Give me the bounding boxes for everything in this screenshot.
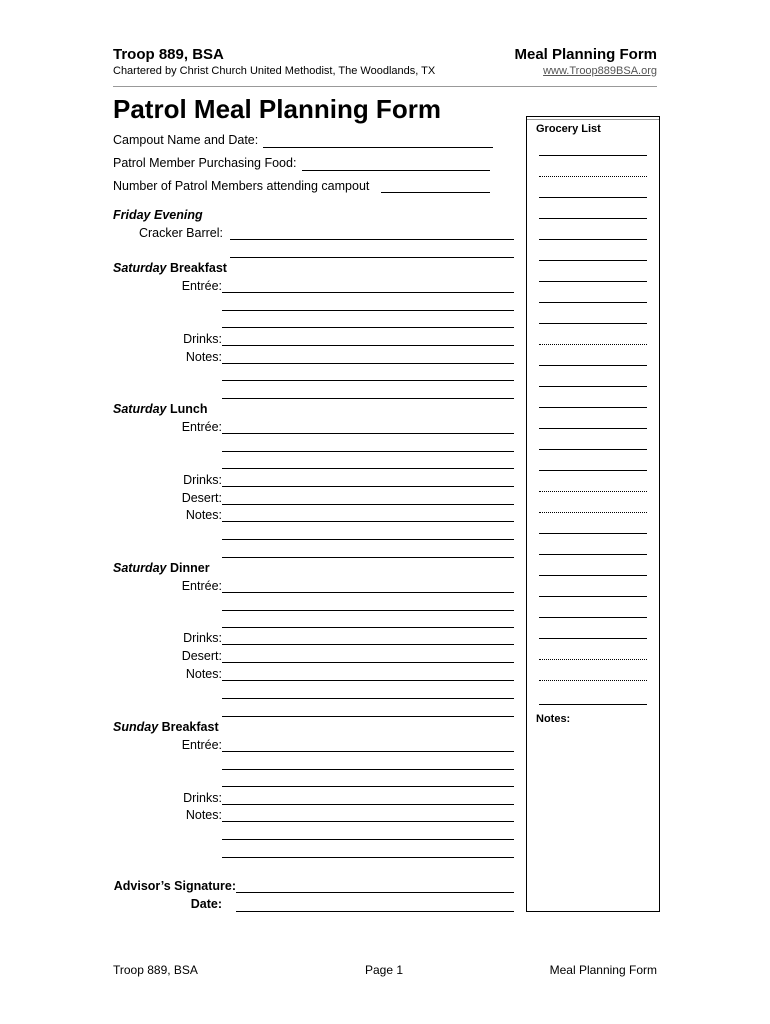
sat-lunch-desert-line[interactable] bbox=[222, 504, 514, 505]
sat-lunch-drinks-label: Drinks: bbox=[183, 473, 222, 487]
saturday-dinner-heading: Saturday Dinner bbox=[113, 561, 210, 575]
sun-breakfast-notes-line[interactable] bbox=[222, 857, 514, 858]
members-input-line[interactable] bbox=[381, 192, 490, 193]
date-label: Date: bbox=[190, 897, 222, 911]
advisor-signature-line[interactable] bbox=[236, 892, 514, 893]
grocery-line[interactable] bbox=[539, 449, 647, 450]
grocery-line[interactable] bbox=[539, 680, 647, 681]
grocery-line[interactable] bbox=[539, 638, 647, 639]
saturday-lunch-heading: Saturday Lunch bbox=[113, 402, 208, 416]
sat-breakfast-entree-line[interactable] bbox=[222, 310, 514, 311]
grocery-line[interactable] bbox=[539, 176, 647, 177]
grocery-line[interactable] bbox=[539, 704, 647, 705]
sat-lunch-notes-label: Notes: bbox=[185, 508, 222, 522]
purchaser-input-line[interactable] bbox=[302, 170, 490, 171]
sat-breakfast-drinks-line[interactable] bbox=[222, 345, 514, 346]
grocery-list-heading: Grocery List bbox=[536, 123, 601, 135]
grocery-line[interactable] bbox=[539, 323, 647, 324]
grocery-line[interactable] bbox=[539, 344, 647, 345]
grocery-line[interactable] bbox=[539, 302, 647, 303]
grocery-line[interactable] bbox=[539, 218, 647, 219]
sat-dinner-notes-line[interactable] bbox=[222, 716, 514, 717]
grocery-line[interactable] bbox=[539, 659, 647, 660]
sun-breakfast-entree-line[interactable] bbox=[222, 751, 514, 752]
sat-dinner-entree-label: Entrée: bbox=[181, 579, 222, 593]
sat-lunch-entree-line[interactable] bbox=[222, 433, 514, 434]
footer-troop: Troop 889, BSA bbox=[113, 963, 198, 977]
grocery-line[interactable] bbox=[539, 596, 647, 597]
grocery-line[interactable] bbox=[539, 617, 647, 618]
sat-lunch-entree-label: Entrée: bbox=[181, 420, 222, 434]
cracker-barrel-line[interactable] bbox=[230, 257, 514, 258]
sat-breakfast-notes-line[interactable] bbox=[222, 380, 514, 381]
sat-dinner-entree-line[interactable] bbox=[222, 627, 514, 628]
sat-breakfast-entree-label: Entrée: bbox=[181, 279, 222, 293]
website-link[interactable]: www.Troop889BSA.org bbox=[543, 65, 657, 77]
sun-breakfast-entree-line[interactable] bbox=[222, 769, 514, 770]
cracker-barrel-label: Cracker Barrel: bbox=[138, 226, 223, 240]
sun-breakfast-notes-line[interactable] bbox=[222, 821, 514, 822]
sat-lunch-entree-line[interactable] bbox=[222, 468, 514, 469]
sun-breakfast-drinks-line[interactable] bbox=[222, 804, 514, 805]
sat-lunch-drinks-line[interactable] bbox=[222, 486, 514, 487]
page-title: Patrol Meal Planning Form bbox=[113, 94, 441, 124]
sun-breakfast-entree-line[interactable] bbox=[222, 786, 514, 787]
purchaser-label: Patrol Member Purchasing Food: bbox=[113, 156, 297, 170]
sat-lunch-notes-line[interactable] bbox=[222, 557, 514, 558]
sat-lunch-entree-line[interactable] bbox=[222, 451, 514, 452]
sat-dinner-entree-line[interactable] bbox=[222, 592, 514, 593]
sat-dinner-drinks-line[interactable] bbox=[222, 644, 514, 645]
sat-dinner-notes-line[interactable] bbox=[222, 698, 514, 699]
sat-lunch-notes-line[interactable] bbox=[222, 539, 514, 540]
sat-dinner-notes-line[interactable] bbox=[222, 680, 514, 681]
grocery-line[interactable] bbox=[539, 554, 647, 555]
sat-lunch-desert-label: Desert: bbox=[181, 491, 222, 505]
grocery-line[interactable] bbox=[539, 281, 647, 282]
grocery-line[interactable] bbox=[539, 239, 647, 240]
sun-breakfast-notes-label: Notes: bbox=[185, 808, 222, 822]
saturday-breakfast-heading: Saturday Breakfast bbox=[113, 261, 227, 275]
grocery-line[interactable] bbox=[539, 470, 647, 471]
date-line[interactable] bbox=[236, 911, 514, 912]
grocery-line[interactable] bbox=[539, 386, 647, 387]
grocery-line[interactable] bbox=[539, 260, 647, 261]
sun-breakfast-notes-line[interactable] bbox=[222, 839, 514, 840]
sat-lunch-notes-line[interactable] bbox=[222, 521, 514, 522]
grocery-line[interactable] bbox=[539, 533, 647, 534]
grocery-line[interactable] bbox=[539, 428, 647, 429]
troop-name: Troop 889, BSA bbox=[113, 46, 224, 63]
sun-breakfast-entree-label: Entrée: bbox=[181, 738, 222, 752]
sat-dinner-desert-line[interactable] bbox=[222, 662, 514, 663]
sat-dinner-entree-line[interactable] bbox=[222, 610, 514, 611]
grocery-list-box bbox=[526, 116, 660, 912]
grocery-line[interactable] bbox=[539, 512, 647, 513]
grocery-line[interactable] bbox=[539, 197, 647, 198]
sat-breakfast-notes-line[interactable] bbox=[222, 398, 514, 399]
grocery-line[interactable] bbox=[539, 575, 647, 576]
friday-evening-heading: Friday Evening bbox=[113, 208, 203, 222]
sat-dinner-drinks-label: Drinks: bbox=[183, 631, 222, 645]
cracker-barrel-line[interactable] bbox=[230, 239, 514, 240]
sat-breakfast-entree-line[interactable] bbox=[222, 292, 514, 293]
footer-form-name: Meal Planning Form bbox=[549, 963, 657, 977]
charter-text: Chartered by Christ Church United Methodist, The Woodlands, TX bbox=[113, 65, 436, 77]
sat-breakfast-notes-line[interactable] bbox=[222, 363, 514, 364]
members-label: Number of Patrol Members attending campout bbox=[113, 179, 370, 193]
grocery-line[interactable] bbox=[539, 491, 647, 492]
campout-input-line[interactable] bbox=[263, 147, 493, 148]
sat-dinner-desert-label: Desert: bbox=[181, 649, 222, 663]
sat-dinner-notes-label: Notes: bbox=[185, 667, 222, 681]
form-name: Meal Planning Form bbox=[514, 46, 657, 63]
grocery-line[interactable] bbox=[539, 155, 647, 156]
grocery-line[interactable] bbox=[539, 365, 647, 366]
sat-breakfast-notes-label: Notes: bbox=[185, 350, 222, 364]
sidebar-notes-heading: Notes: bbox=[536, 713, 571, 725]
header-divider bbox=[113, 86, 657, 87]
sat-breakfast-drinks-label: Drinks: bbox=[183, 332, 222, 346]
grocery-line[interactable] bbox=[539, 407, 647, 408]
footer-page-number: Page 1 bbox=[365, 963, 404, 977]
sat-breakfast-entree-line[interactable] bbox=[222, 327, 514, 328]
sunday-breakfast-heading: Sunday Breakfast bbox=[113, 720, 219, 734]
advisor-signature-label: Advisor’s Signature: bbox=[113, 879, 236, 893]
campout-label: Campout Name and Date: bbox=[113, 133, 259, 147]
sun-breakfast-drinks-label: Drinks: bbox=[183, 791, 222, 805]
